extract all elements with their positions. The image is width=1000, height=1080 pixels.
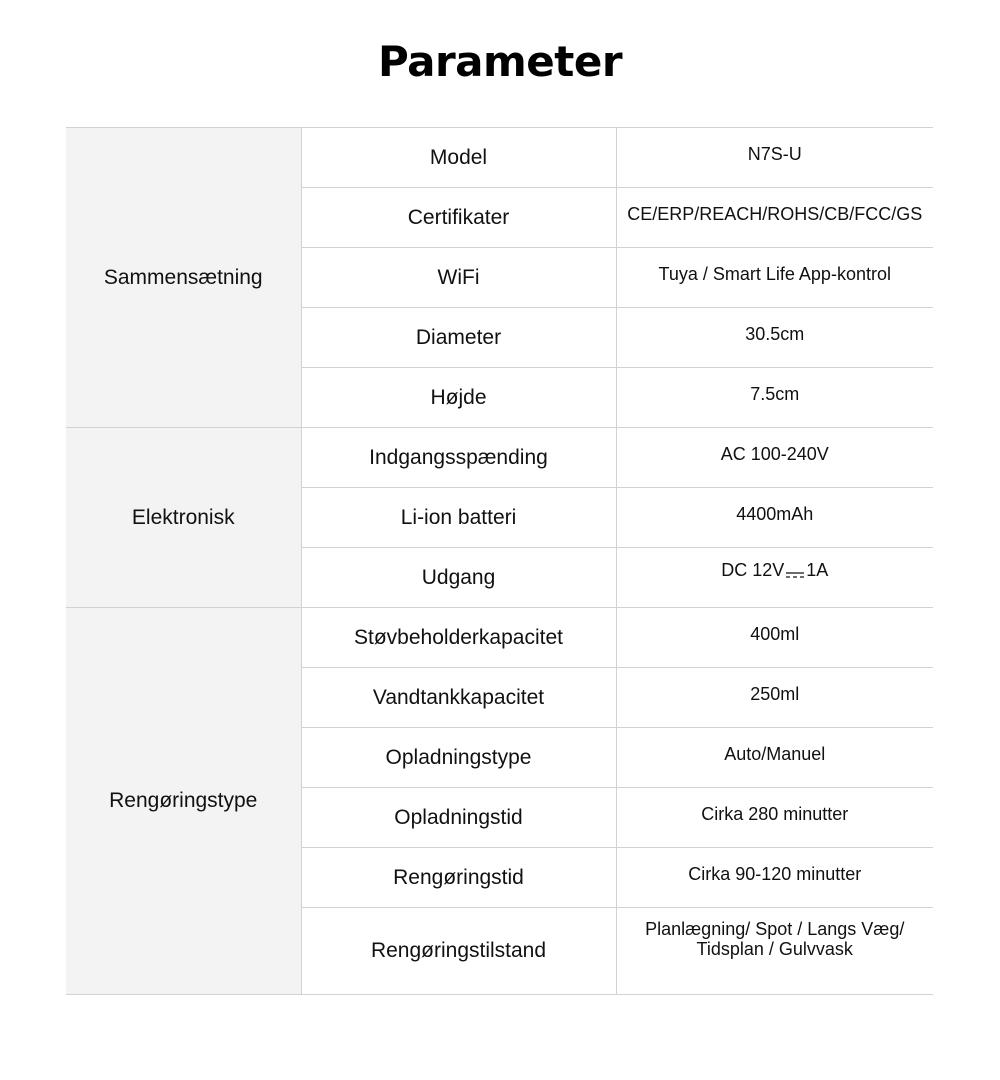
table-row — [66, 608, 933, 668]
row-value: Auto/Manuel — [616, 728, 933, 788]
row-label: Opladningstid — [301, 788, 616, 848]
row-value — [616, 548, 933, 608]
row-label: Opladningstype — [301, 728, 616, 788]
row-value: 250ml — [616, 668, 933, 728]
row-value: N7S-U — [616, 128, 933, 188]
row-value: Tuya / Smart Life App-kontrol — [616, 248, 933, 308]
value-line-2: Tidsplan / Gulvvask — [696, 939, 853, 959]
row-label: Certifikater — [301, 188, 616, 248]
row-value — [616, 908, 933, 995]
dc-current-icon — [786, 571, 804, 579]
row-label: Støvbeholderkapacitet — [301, 608, 616, 668]
row-label: WiFi — [301, 248, 616, 308]
value-prefix: DC 12V — [721, 559, 785, 580]
row-value: 30.5cm — [616, 308, 933, 368]
row-label: Vandtankkapacitet — [301, 668, 616, 728]
row-label: Li-ion batteri — [301, 488, 616, 548]
page-title: Parameter — [377, 37, 623, 86]
group-label: Sammensætning — [66, 128, 301, 428]
row-label: Udgang — [301, 548, 616, 608]
row-label: Rengøringstid — [301, 848, 616, 908]
row-value: Cirka 280 minutter — [616, 788, 933, 848]
table-row — [66, 428, 933, 488]
row-value: CE/ERP/REACH/ROHS/CB/FCC/GS — [616, 188, 933, 248]
row-value: AC 100-240V — [616, 428, 933, 488]
row-label: Model — [301, 128, 616, 188]
row-value: 400ml — [616, 608, 933, 668]
group-label: Elektronisk — [66, 428, 301, 608]
row-label: Rengøringstilstand — [301, 908, 616, 995]
row-label: Højde — [301, 368, 616, 428]
table-row — [66, 128, 933, 188]
value-suffix: 1A — [806, 559, 829, 580]
value-line-1: Planlægning/ Spot / Langs Væg/ — [645, 919, 905, 939]
row-value: 7.5cm — [616, 368, 933, 428]
group-label: Rengøringstype — [66, 608, 301, 995]
parameter-table — [66, 127, 933, 995]
row-label: Indgangsspænding — [301, 428, 616, 488]
row-label: Diameter — [301, 308, 616, 368]
row-value: 4400mAh — [616, 488, 933, 548]
row-value: Cirka 90-120 minutter — [616, 848, 933, 908]
